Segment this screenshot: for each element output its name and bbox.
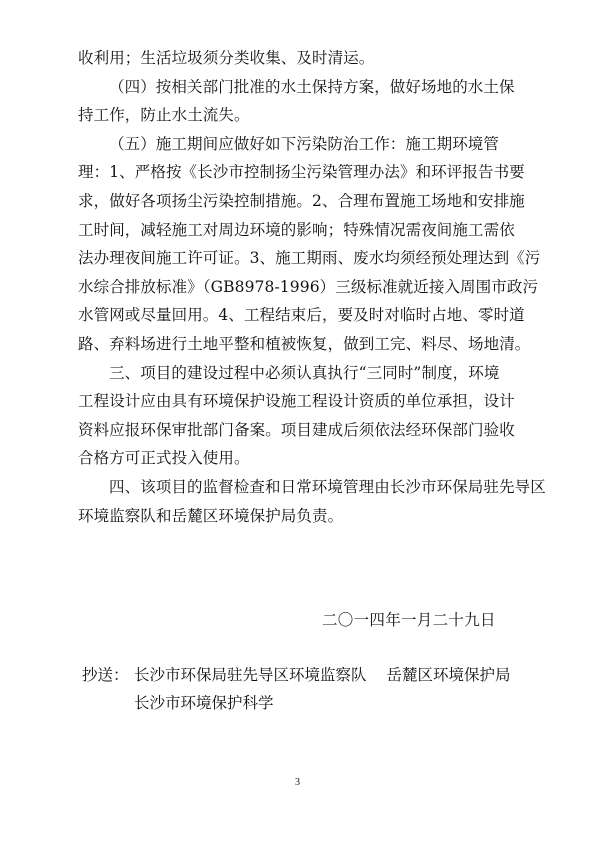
text-line: 求，做好各项扬尘污染控制措施。2、合理布置施工场地和安排施 bbox=[78, 191, 525, 210]
paragraph-soil-conservation bbox=[78, 73, 538, 130]
text-line: 水管网或尽量回用。4、工程结束后，要及时对临时占地、零时道 bbox=[78, 306, 525, 325]
text-line: 理：1、严格按《长沙市控制扬尘污染管理办法》和环评报告书要 bbox=[78, 163, 525, 182]
paragraph-waste bbox=[78, 44, 538, 73]
cc-row bbox=[82, 689, 552, 717]
text-line: 收利用；生活垃圾须分类收集、及时清运。 bbox=[78, 49, 375, 67]
cc-row bbox=[82, 661, 552, 689]
text-line: （四）按相关部门批准的水土保持方案，做好场地的水土保 bbox=[109, 77, 515, 96]
cc-label: 抄送： bbox=[82, 666, 129, 684]
cc-block bbox=[82, 661, 552, 717]
cc-recipient: 长沙市环境保护科学 bbox=[134, 694, 274, 712]
text-line: 环境监察队和岳麓区环境保护局负责。 bbox=[78, 506, 344, 525]
paragraph-pollution-control bbox=[78, 130, 541, 359]
text-line: 法办理夜间施工许可证。3、施工期雨、废水均须经预处理达到《污 bbox=[78, 249, 541, 268]
cc-recipient: 岳麓区环境保护局 bbox=[386, 666, 511, 684]
text-line: 水综合排放标准》（GB8978-1996）三级标准就近接入周围市政污 bbox=[78, 277, 539, 296]
paragraph-three-simultaneous bbox=[78, 359, 538, 473]
document-date: 二〇一四年一月二十九日 bbox=[322, 611, 496, 629]
text-line: 持工作，防止水土流失。 bbox=[78, 106, 250, 125]
text-line: 工程设计应由具有环境保护设施工程设计资质的单位承担，设计 bbox=[78, 392, 515, 411]
text-line: 资料应报环保审批部门备案。项目建成后须依法经环保部门验收 bbox=[78, 420, 515, 439]
cc-recipient: 长沙市环保局驻先导区环境监察队 bbox=[134, 666, 367, 684]
text-line: 合格方可正式投入使用。 bbox=[78, 449, 250, 468]
paragraph-supervision bbox=[78, 473, 546, 530]
text-line: 路、弃料场进行土地平整和植被恢复，做到工完、料尽、场地清。 bbox=[78, 334, 531, 353]
text-line: 四、该项目的监督检查和日常环境管理由长沙市环保局驻先导区 bbox=[109, 477, 546, 496]
text-line: （五）施工期间应做好如下污染防治工作：施工期环境管 bbox=[109, 134, 500, 153]
document-body bbox=[78, 44, 546, 530]
text-line: 工时间，减轻施工对周边环境的影响；特殊情况需夜间施工需依 bbox=[78, 220, 515, 239]
page-number: 3 bbox=[295, 777, 300, 788]
text-line: 三、项目的建设过程中必须认真执行“三同时”制度，环境 bbox=[109, 363, 500, 382]
